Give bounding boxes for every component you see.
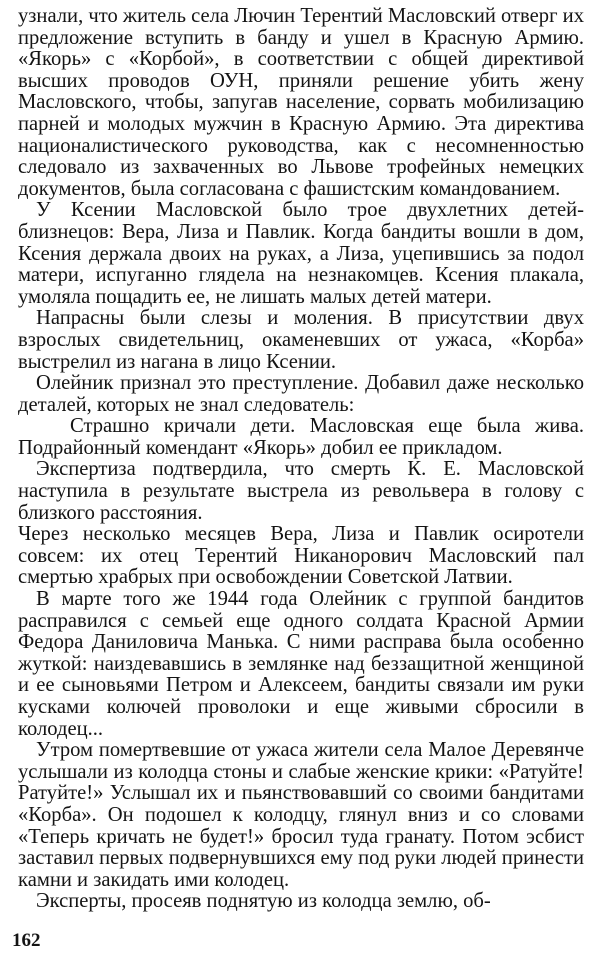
paragraph: Страшно кричали дети. Масловская еще была жива. Подрайонный комендант «Якорь» добил ее прикладом. [18, 415, 584, 459]
paragraph: Экспертиза подтвердила, что смерть К. Е. Масловской наступила в результате выстрела из револьвера в голову с близкого расстояния. [18, 458, 584, 524]
paragraph: Эксперты, просеяв поднятую из колодца землю, об- [36, 890, 491, 913]
paragraph: узнали, что житель села Лючин Терентий Масловский отверг их предложение вступить в банду и ушел в Красную Армию. «Якорь» с «Корбой», в соответствии с общей директивой высших проводов ОУН, приняли решение убить жену Масловского, чтобы, запугав население, сорвать мобилизацию парней и молодых мужчин в Красную Армию. Эта директива националистического руководства, как с несомненностью следовало из захваченных во Львове трофейных немецких документов, была согласована с фашистским командованием. [18, 5, 584, 200]
paragraph: Напрасны были слезы и моления. В присутствии двух взрослых свидетельниц, окаменевших от ужаса, «Корба» выстрелил из нагана в лицо Ксении. [18, 307, 584, 373]
page-body [18, 6, 584, 913]
paragraph: В марте того же 1944 года Олейник с группой бандитов расправился с семьей еще одного солдата Красной Армии Федора Даниловича Манька. С ними расправа была особенно жуткой: наиздевавшись в землянке над беззащитной женщиной и ее сыновьями Петром и Алексеем, бандиты связали им руки кусками колючей проволоки и еще живыми сбросили в колодец... [18, 588, 584, 740]
page-number: 162 [12, 930, 41, 951]
paragraph: Через несколько месяцев Вера, Лиза и Павлик осиротели совсем: их отец Терентий Никанорович Масловский пал смертью храбрых при освобождении Советской Латвии. [18, 523, 584, 589]
paragraph: Утром помертвевшие от ужаса жители села Малое Деревянче услышали из колодца стоны и слабые женские крики: «Ратуйте! Ратуйте!» Услышал их и пьянствовавший со своими бандитами «Корба». Он подошел к колодцу, глянул вниз и со словами «Теперь кричать не будет!» бросил туда гранату. Потом эсбист заставил первых подвернувшихся ему под руки людей принести камни и закидать ими колодец. [18, 739, 584, 891]
paragraph: У Ксении Масловской было трое двухлетних детей-близнецов: Вера, Лиза и Павлик. Когда бандиты вошли в дом, Ксения держала двоих на руках, а Лиза, уцепившись за подол матери, испуганно глядела на незнакомцев. Ксения плакала, умоляла пощадить ее, не лишать малых детей матери. [18, 199, 584, 308]
paragraph: Олейник признал это преступление. Добавил даже несколько деталей, которых не знал следователь: [18, 372, 584, 416]
